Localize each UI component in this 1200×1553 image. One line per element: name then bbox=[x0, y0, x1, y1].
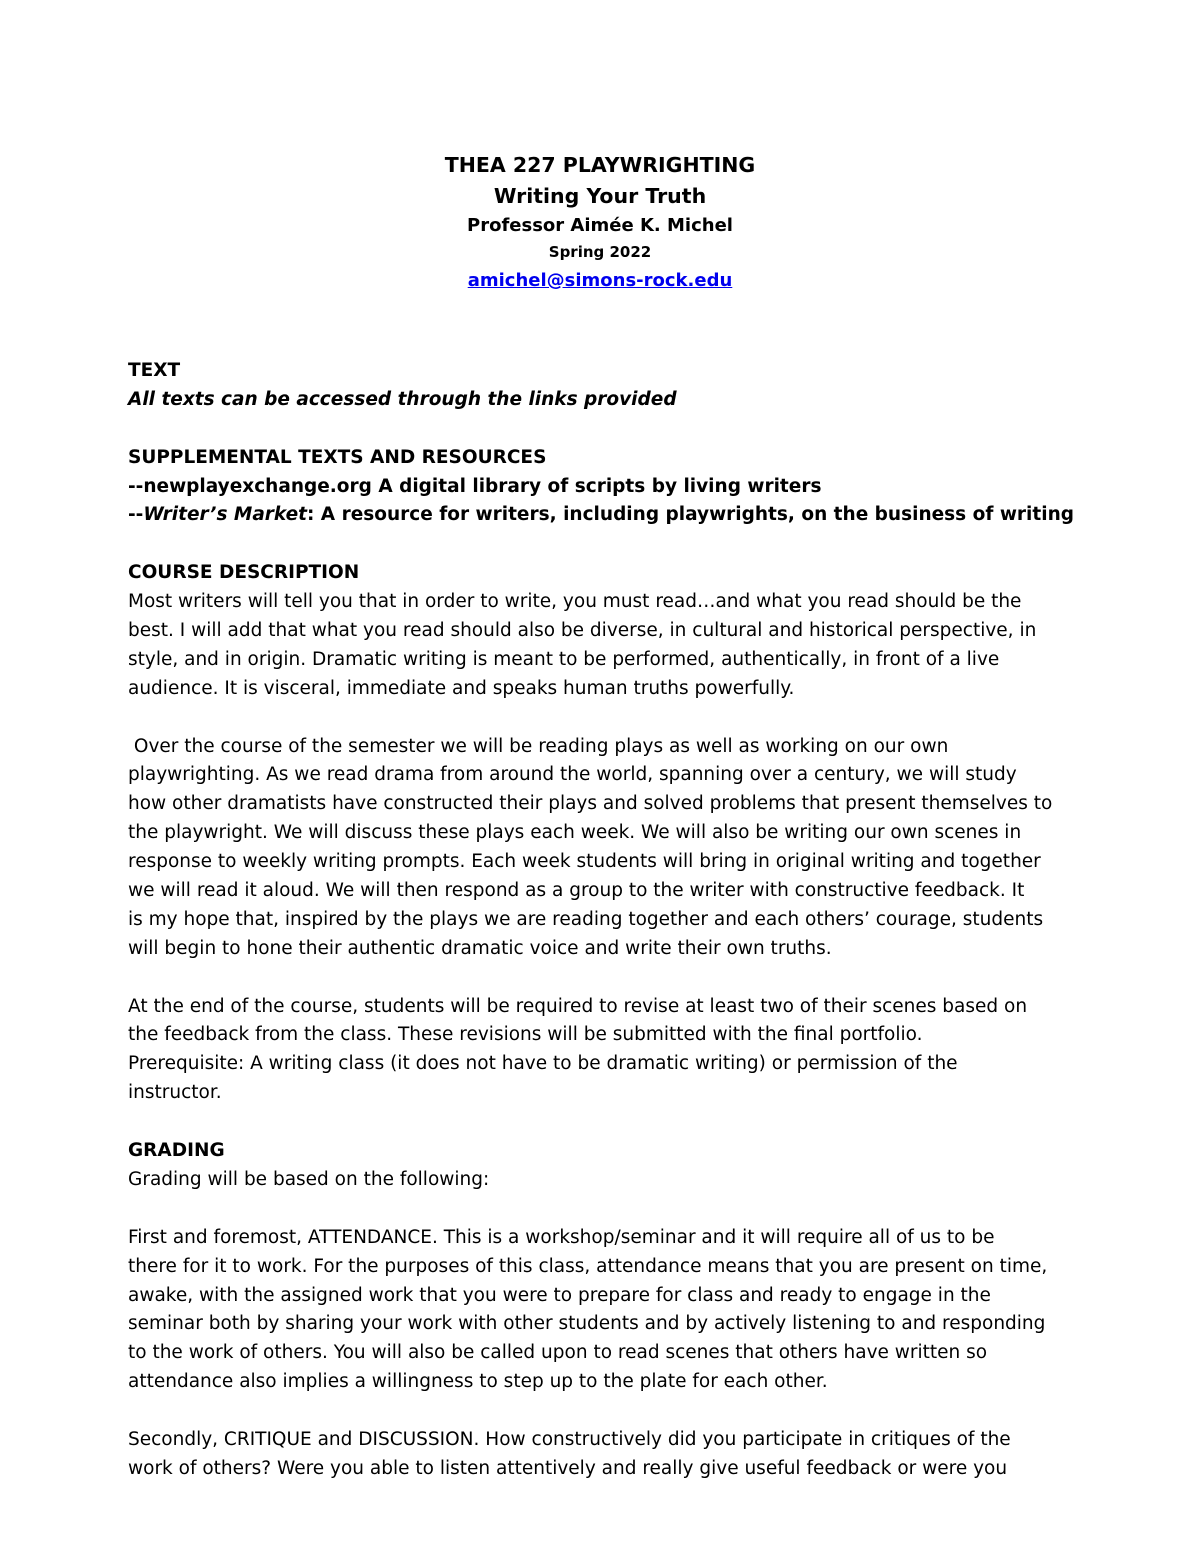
paragraph-line: there for it to work. For the purposes of this class, attendance means that you are present on time, bbox=[128, 1255, 1048, 1277]
text-heading: TEXT bbox=[128, 360, 181, 381]
course-subtitle: Writing Your Truth bbox=[493, 184, 707, 208]
paragraph-line: At the end of the course, students will be required to revise at least two of their scenes based on bbox=[128, 995, 1028, 1017]
course-description-paragraph-3 bbox=[128, 993, 1078, 1109]
paragraph-line: is my hope that, inspired by the plays we are reading together and each others’ courage, students bbox=[128, 908, 1044, 930]
paragraph-line: the playwright. We will discuss these plays each week. We will also be writing our own scenes in bbox=[128, 822, 1022, 844]
text-note: All texts can be accessed through the links provided bbox=[128, 388, 677, 410]
professor-name: Professor Aimée K. Michel bbox=[467, 215, 733, 236]
paragraph-line: instructor. bbox=[128, 1082, 222, 1104]
paragraph-line: Over the course of the semester we will be reading plays as well as working on our own bbox=[128, 735, 949, 757]
paragraph-line: Secondly, CRITIQUE and DISCUSSION. How constructively did you participate in critiques of the bbox=[128, 1428, 1011, 1450]
syllabus-header bbox=[0, 151, 1200, 295]
paragraph-line: the feedback from the class. These revisions will be submitted with the final portfolio. bbox=[128, 1024, 923, 1046]
professor-email-link[interactable]: amichel@simons-rock.edu bbox=[467, 270, 733, 291]
grading-heading: GRADING bbox=[128, 1140, 225, 1162]
item-description: : A resource for writers, including playwrights, on the business of writing bbox=[306, 504, 1074, 526]
paragraph-line: to the work of others. You will also be called upon to read scenes that others have written so bbox=[128, 1342, 988, 1364]
paragraph-line: attendance also implies a willingness to step up to the plate for each other. bbox=[128, 1371, 828, 1393]
course-description-heading: COURSE DESCRIPTION bbox=[128, 562, 360, 584]
book-title: Writer’s Market bbox=[143, 504, 307, 526]
supplemental-heading: SUPPLEMENTAL TEXTS AND RESOURCES bbox=[128, 446, 547, 468]
grading-critique-paragraph bbox=[128, 1426, 1078, 1484]
paragraph-line: how other dramatists have constructed their plays and solved problems that present themselves to bbox=[128, 793, 1053, 815]
paragraph-line: seminar both by sharing your work with other students and by actively listening to and responding bbox=[128, 1313, 1046, 1335]
supplemental-item-newplayexchange: --newplayexchange.org A digital library of scripts by living writers bbox=[128, 475, 822, 497]
paragraph-line: playwrighting. As we read drama from around the world, spanning over a century, we will study bbox=[128, 764, 1017, 786]
course-title: THEA 227 PLAYWRIGHTING bbox=[444, 153, 756, 177]
paragraph-line: First and foremost, ATTENDANCE. This is a workshop/seminar and it will require all of us to be bbox=[128, 1226, 995, 1248]
paragraph-line: best. I will add that what you read should also be diverse, in cultural and historical perspective, in bbox=[128, 620, 1037, 642]
paragraph-line: work of others? Were you able to listen attentively and really give useful feedback or were you bbox=[128, 1457, 1008, 1479]
grading-attendance-paragraph bbox=[128, 1224, 1078, 1397]
paragraph-line: awake, with the assigned work that you were to prepare for class and ready to engage in the bbox=[128, 1284, 991, 1306]
course-term: Spring 2022 bbox=[548, 243, 652, 261]
course-description-paragraph-1 bbox=[128, 588, 1078, 704]
course-description-paragraph-2 bbox=[128, 733, 1078, 964]
paragraph-line: Most writers will tell you that in order to write, you must read…and what you read should be the bbox=[128, 591, 1022, 613]
supplemental-item-writers-market bbox=[128, 501, 1078, 530]
paragraph-line: response to weekly writing prompts. Each week students will bring in original writing and together bbox=[128, 851, 1041, 873]
item-prefix: -- bbox=[128, 504, 144, 526]
paragraph-line: style, and in origin. Dramatic writing is meant to be performed, authentically, in front of a live bbox=[128, 648, 1000, 670]
paragraph-line: will begin to hone their authentic dramatic voice and write their own truths. bbox=[128, 937, 832, 959]
syllabus-body bbox=[128, 357, 1078, 1484]
grading-intro: Grading will be based on the following: bbox=[128, 1168, 490, 1190]
paragraph-line: audience. It is visceral, immediate and speaks human truths powerfully. bbox=[128, 677, 795, 699]
paragraph-line: we will read it aloud. We will then respond as a group to the writer with constructive feedback. It bbox=[128, 880, 1025, 902]
paragraph-line: Prerequisite: A writing class (it does not have to be dramatic writing) or permission of the bbox=[128, 1053, 958, 1075]
